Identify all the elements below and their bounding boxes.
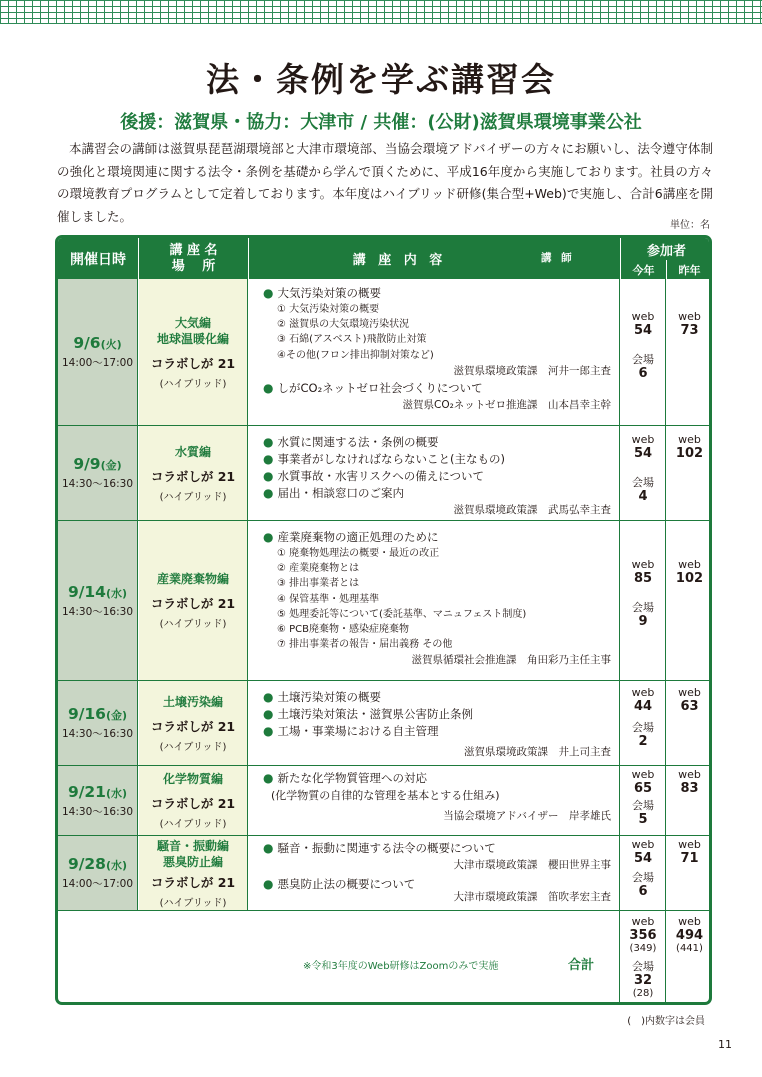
lecturer: 滋賀県CO₂ネットゼロ推進課 山本昌幸主幹 [402, 398, 611, 411]
last-year-cell [667, 521, 712, 680]
web-label: web [631, 915, 655, 928]
content-cell [249, 766, 620, 835]
venue-label: 会場 [632, 721, 654, 734]
bullet-icon: ● [263, 724, 274, 738]
zoom-note: ※令和3年度のWeb研修はZoomのみで実施 [303, 961, 499, 972]
table-row [58, 681, 712, 766]
venue: コラボしが 21 [150, 468, 236, 484]
web-label: web [678, 686, 701, 699]
web-count-last-year: 83 [680, 781, 699, 796]
this-year-cell [621, 426, 666, 520]
total-venue-this-year-members: (28) [632, 988, 654, 999]
page-title: 法・条例を学ぶ講習会 [206, 60, 556, 99]
venue-count-this-year: 5 [638, 812, 648, 827]
hybrid-label: (ハイブリッド) [159, 378, 227, 390]
venue: コラボしが 21 [150, 796, 236, 811]
course-name: 産業廃棄物編 [156, 572, 229, 586]
this-year-cell [621, 766, 666, 835]
content-item: ● 事業者がしなければならないこと(主なもの) [263, 452, 505, 466]
col-header-course [139, 238, 248, 279]
date-cell [58, 681, 138, 765]
content-cell [249, 836, 620, 910]
col-header-course-name: 講 座 名 [169, 242, 218, 258]
col-header-last-year: 昨年 [667, 260, 712, 279]
web-count-this-year: 44 [633, 699, 653, 714]
content-item: ● 大気汚染対策の概要 [263, 286, 381, 300]
venue-count-this-year: 2 [638, 734, 648, 749]
content-item: ● 悪臭防止法の概要について [263, 877, 416, 891]
lecturer: 滋賀県環境政策課 武馬弘幸主査 [453, 504, 611, 516]
web-label: web [678, 433, 701, 446]
content-item: ● 水質事故・水害リスクへの備えについて [263, 469, 485, 483]
content-subitem: ③ 石綿(アスベスト)飛散防止対策 [277, 334, 427, 346]
course-name: 悪臭防止編 [162, 854, 223, 869]
course-name: 土壌汚染編 [162, 694, 223, 709]
seminar-table [55, 235, 712, 1005]
hybrid-label: (ハイブリッド) [159, 819, 227, 830]
venue-label: 会場 [632, 476, 654, 489]
web-label: web [678, 768, 701, 781]
web-label: web [678, 915, 701, 928]
header-grid-band [0, 0, 762, 24]
content-subitem: ⑦ 排出事業者の報告・届出義務 その他 [277, 639, 453, 651]
bullet-icon: ● [263, 707, 274, 721]
content-subitem: ④ 保管基準・処理基準 [277, 593, 380, 605]
total-web-last-year: 494 [675, 928, 704, 943]
content-cell [249, 426, 620, 520]
course-cell [139, 681, 248, 765]
bullet-icon: ● [263, 486, 274, 500]
content-cell [249, 681, 620, 765]
web-label: web [631, 686, 655, 699]
total-web-this-year: 356 [629, 928, 657, 943]
content-item: ● 新たな化学物質管理への対応 [263, 771, 427, 785]
date-cell [58, 426, 138, 520]
venue: コラボしが 21 [150, 355, 236, 371]
web-label: web [631, 558, 655, 571]
content-item: ● 届出・相談窓口のご案内 [263, 486, 404, 500]
total-this-year-cell [621, 911, 666, 1002]
hybrid-label: (ハイブリッド) [159, 897, 227, 909]
venue-label: 会場 [632, 601, 654, 614]
bullet-icon: ● [263, 435, 274, 449]
venue-count-this-year: 6 [638, 884, 648, 899]
web-label: web [678, 558, 701, 571]
date-cell [58, 279, 138, 425]
time: 14:30〜16:30 [61, 805, 134, 818]
col-header-content-label: 講 座 内 容 [352, 253, 447, 268]
last-year-cell [667, 279, 712, 425]
course-cell [139, 836, 248, 910]
col-header-date: 開催日時 [58, 238, 138, 279]
content-item: ● 産業廃棄物の適正処理のために [263, 530, 439, 544]
content-item: ● 工場・事業場における自主管理 [263, 724, 439, 738]
bullet-icon: ● [263, 530, 274, 544]
course-cell [139, 279, 248, 425]
total-venue-this-year: 32 [633, 973, 653, 988]
date: 9/21(水) [67, 782, 128, 801]
date-cell [58, 521, 138, 680]
last-year-cell [667, 426, 712, 520]
hybrid-label: (ハイブリッド) [159, 619, 227, 630]
table-row [58, 521, 712, 681]
bullet-icon: ● [263, 877, 274, 891]
table-row [58, 279, 712, 426]
date: 9/6(火) [73, 334, 122, 352]
web-label: web [631, 433, 655, 446]
course-name: 水質編 [174, 444, 211, 459]
web-count-last-year: 63 [680, 699, 699, 714]
venue: コラボしが 21 [150, 718, 236, 734]
time: 14:30〜16:30 [61, 605, 134, 618]
venue-label: 会場 [632, 799, 654, 812]
venue: コラボしが 21 [150, 874, 236, 890]
web-label: web [631, 768, 655, 781]
bullet-icon: ● [263, 380, 274, 395]
content-subitem: ① 廃棄物処理法の概要・最近の改正 [277, 548, 440, 559]
lecturer: 当協会環境アドバイザー 岸孝雄氏 [443, 810, 611, 822]
bullet-icon: ● [263, 469, 274, 483]
web-count-this-year: 54 [633, 851, 653, 866]
col-header-venue: 場 所 [171, 258, 216, 274]
col-header-lecturer: 講 師 [541, 252, 575, 264]
hybrid-label: (ハイブリッド) [159, 741, 227, 753]
course-cell [139, 521, 248, 680]
web-count-this-year: 54 [633, 323, 653, 338]
last-year-cell [667, 681, 712, 765]
date: 9/28(水) [67, 855, 128, 873]
course-name: 騒音・振動編 [156, 838, 229, 853]
time: 14:30〜16:30 [61, 728, 134, 740]
venue-label: 会場 [632, 353, 654, 366]
content-cell [249, 521, 620, 680]
date: 9/9(金) [73, 455, 122, 473]
time: 14:30〜16:30 [61, 478, 134, 490]
date: 9/14(水) [67, 582, 128, 601]
this-year-cell [621, 681, 666, 765]
web-count-last-year: 102 [675, 446, 704, 461]
member-footnote: ( )内数字は会員 [627, 1016, 705, 1027]
venue-label: 会場 [632, 871, 654, 884]
venue-count-this-year: 4 [638, 489, 648, 504]
content-item: ● 水質に関連する法・条例の概要 [263, 435, 439, 449]
page-subtitle: 後援：滋賀県・協力：大津市 / 共催：(公財)滋賀県環境事業公社 [120, 112, 642, 133]
total-web-last-year-members: (441) [676, 943, 703, 954]
total-last-year-cell [667, 911, 712, 1002]
unit-label: 単位：名 [670, 220, 710, 231]
total-label: 合計 [568, 958, 595, 973]
web-count-this-year: 65 [633, 781, 653, 796]
this-year-cell [621, 279, 666, 425]
col-header-this-year: 今年 [621, 260, 666, 279]
lecturer: 大津市環境政策課 笛吹孝宏主査 [453, 891, 611, 903]
course-name: 地球温暖化編 [156, 331, 229, 346]
content-subitem: ① 大気汚染対策の概要 [277, 304, 380, 315]
venue-count-this-year: 9 [638, 614, 648, 629]
web-count-this-year: 85 [633, 571, 653, 586]
last-year-cell [667, 766, 712, 835]
bullet-icon: ● [263, 771, 274, 785]
col-header-participants: 参加者 [621, 238, 712, 260]
page-number: 11 [718, 1038, 732, 1051]
content-subitem: ⑥ PCB廃棄物・感染症廃棄物 [277, 624, 410, 636]
web-label: web [678, 310, 701, 323]
course-name: 大気編 [174, 315, 211, 330]
this-year-cell [621, 836, 666, 910]
bullet-icon: ● [263, 690, 274, 704]
lecturer: 大津市環境政策課 櫻田世界主事 [453, 859, 611, 871]
venue-count-this-year: 6 [638, 366, 648, 381]
course-cell [139, 426, 248, 520]
table-row [58, 766, 712, 836]
content-subitem: ② 滋賀県の大気環境汚染状況 [277, 319, 410, 331]
content-subitem: ⑤ 処理委託等について(委託基準、マニュフェスト制度) [277, 608, 527, 620]
content-cell [249, 279, 620, 425]
date: 9/16(金) [67, 705, 128, 723]
table-row [58, 836, 712, 911]
intro-paragraph: 本講習会の講師は滋賀県琵琶湖環境部と大津市環境部、当協会環境アドバイザーの方々にお願いし、法令遵守体制の強化と環境関連に関する法令・条例を基礎から学んで頂くために、平成16年度から実施しております。社員の方々の環境教育プログラムとして定着しております。本年度はハイブリッド研修(集合型+Web)で実施し、合計6講座を開催しました。 [57, 141, 713, 224]
venue-label: 会場 [632, 960, 654, 973]
lecturer: 滋賀県環境政策課 井上司主査 [464, 746, 611, 758]
this-year-cell [621, 521, 666, 680]
lecturer: 滋賀県循環社会推進課 角田彩乃主任主事 [411, 654, 611, 667]
bullet-icon: ● [263, 286, 274, 300]
date-cell [58, 766, 138, 835]
content-note: (化学物質の自律的な管理を基本とする仕組み) [271, 789, 500, 802]
content-item: ● しがCO₂ネットゼロ社会づくりについて [263, 380, 483, 395]
total-web-this-year-members: (349) [629, 943, 657, 954]
col-header-content [249, 238, 620, 279]
content-item: ● 土壌汚染対策法・滋賀県公害防止条例 [263, 707, 473, 721]
content-subitem: ④その他(フロン排出抑制対策など) [277, 349, 434, 361]
web-count-last-year: 73 [680, 323, 699, 338]
content-item: ● 騒音・振動に関連する法令の概要について [263, 841, 496, 855]
bullet-icon: ● [263, 841, 274, 855]
hybrid-label: (ハイブリッド) [159, 491, 227, 503]
time: 14:00〜17:00 [61, 357, 134, 369]
course-cell [139, 766, 248, 835]
time: 14:00〜17:00 [61, 878, 134, 890]
web-label: web [631, 838, 655, 851]
table-row [58, 426, 712, 521]
web-count-last-year: 102 [675, 571, 704, 586]
last-year-cell [667, 836, 712, 910]
content-subitem: ② 産業廃棄物とは [277, 563, 360, 575]
web-count-this-year: 54 [633, 446, 653, 461]
web-label: web [678, 838, 701, 851]
venue: コラボしが 21 [150, 596, 236, 611]
lecturer: 滋賀県環境政策課 河井一郎主査 [453, 364, 611, 377]
content-subitem: ③ 排出事業者とは [277, 578, 360, 590]
web-count-last-year: 71 [680, 851, 699, 866]
content-item: ● 土壌汚染対策の概要 [263, 690, 381, 704]
total-label-cell [58, 911, 620, 1002]
web-label: web [631, 310, 655, 323]
bullet-icon: ● [263, 452, 274, 466]
course-name: 化学物質編 [162, 772, 223, 786]
date-cell [58, 836, 138, 910]
total-row [58, 911, 712, 1002]
